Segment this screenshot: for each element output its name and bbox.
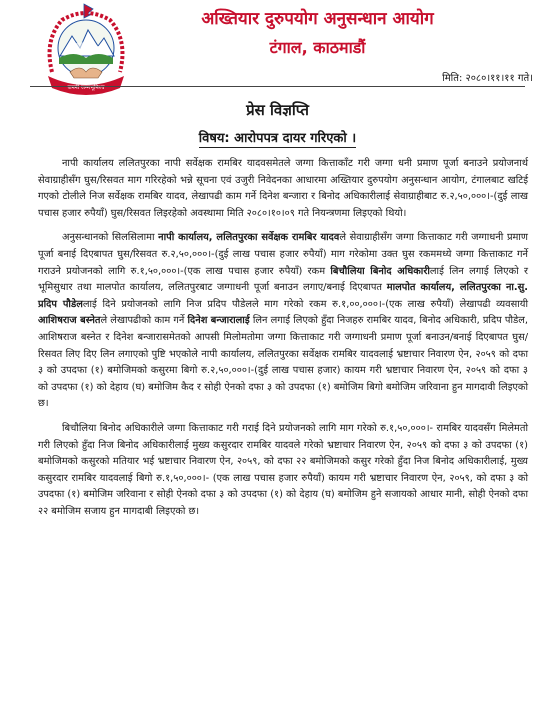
press-release-body [38,156,528,528]
organization-location: टंगाल, काठमाडौं [269,38,366,57]
paragraph-2-bold: बिचौलिया बिनोद अधिकारी [330,265,430,277]
document-date: मिति: २०८०।११।११ गते। [442,73,533,84]
svg-text:जननी जन्मभूमिश्च: जननी जन्मभूमिश्च [67,85,105,91]
document-subject [0,128,555,146]
paragraph-2-text: अनुसन्धानको सिलसिलामा [62,232,159,244]
paragraph-2 [38,230,528,413]
paragraph-2-bold: आशिषराज बस्नेत [38,315,101,327]
header-divider [30,86,525,87]
paragraph-2-bold: मालपोत कार्यालय, ललितपुरका ना.सु. प्रदिप पौडेल [38,282,528,310]
paragraph-2-text: ले सेवाग्राहीसँग जग्गा कित्ताकाट गरी जग्गाधनी प्रमाण पूर्जा बनाई दिएबापत घुस/रिसवत रु.२,५०,०००।-(दुई लाख पचास हजार रुपैयाँ) माग गरेकोमा उक्त घुस रकममध्ये जग्गा कित्ताकाट गर्ने गराउने प्रयोजनको लागि रु.१,५०,०००।-(एक लाख पचास हजार रुपैयाँ) रकम [38,232,528,277]
paragraph-2-text: लिन लगाई लिएको हुँदा निजहरु रामबिर यादव, बिनोद अधिकारी, प्रदिप पौडेल, आशिषराज बस्नेत र दिनेश बन्जारासमेतको आपसी मिलोमतोमा जग्गा कित्ताकाट गरी जग्गाधनी प्रमाण पूर्जा बनाउन/बनाई दिएबापत घुस/रिसवत लिए दिए लिन लगाएको पुष्टि भएकोले नापी कार्यालय, ललितपुरका सर्वेक्षक रामबिर यादवलाई भ्रष्टाचार निवारण ऐन, २०५९ को दफा ३ को उपदफा (१) बमोजिमको कसुरमा बिगो रु.२,५०,०००।-(दुई लाख पचास हजार) कायम गरी भ्रष्टाचार निवारण ऐन, २०५९ को दफा ३ को उपदफा (१) को देहाय (घ) बमोजिम कैद र सोही ऐनको दफा ३ को उपदफा (१) बमोजिम बिगो बमोजिम जरिवाना हुन मागदावी लिइएको छ। [38,315,528,410]
paragraph-2-text: ले लेखापढीको काम गर्ने [100,315,188,327]
paragraph-2-text: लाई दिने प्रयोजनको लागि निज प्रदिप पौडेलले माग गरेको रकम रु.१,००,०००।-(एक लाख रुपैयाँ) लेखापढी व्यवसायी [82,298,528,310]
paragraph-3: बिचौलिया बिनोद अधिकारीले जग्गा कित्ताकाट गरी गराई दिने प्रयोजनको लागि माग गरेको रु.१,५०,०००।- रामबिर यादवसँग मिलेमतो गरी लिएको हुँदा निज बिनोद अधिकारीलाई मुख्य कसुरदार रामबिर यादवले गरेको भ्रष्टाचार निवारण ऐन, २०५९ को दफा ३ को उपदफा (१) बमोजिमको कसुरको मतियार भई भ्रष्टाचार निवारण ऐन, २०५९, को दफा २२ बमोजिमको कसुर गरेको हुँदा निज बिनोद अधिकारीलाई, मुख्य कसुरदार रामबिर यादवलाई बिगो रु.१,५०,०००।- (एक लाख पचास हजार रुपैयाँ) कायम गरी भ्रष्टाचार निवारण ऐन, २०५९, को दफा ३ को उपदफा (१) बमोजिम जरिवाना र सोही ऐनको दफा ३ को उपदफा (१) को देहाय (घ) बमोजिम हुने सजायको आधार मानी, सोही ऐनको दफा २२ बमोजिम सजाय हुन मागदाबी लिइएको छ। [38,422,528,517]
paragraph-2-text: लाई लिन लगाई लिएको र भूमिसुधार तथा मालपोत कार्यालय, ललितपुरबाट जग्गाधनी पूर्जा बनाउन लगाए/बनाई दिएबापत [38,265,528,294]
government-emblem [40,2,132,98]
paragraph-2-bold: दिनेश बन्जारालाई [187,315,250,327]
paragraph-1: नापी कार्यालय ललितपुरका नापी सर्वेक्षक रामबिर यादवसमेतले जग्गा कित्ताकाँट गरी जग्गा धनी प्रमाण पूर्जा बनाउने प्रयोजनार्थ सेवाग्राहीसँग घुस/रिसवत माग गरिरहेको भन्ने सूचना एवं उजुरी निवेदनका आधारमा अख्तियार दुरुपयोग अनुसन्धान आयोग, टंगालबाट खटिई गएको टोलीले निज सर्वेक्षक रामबिर यादव, लेखापढी काम गर्ने दिनेश बन्जारा र बिनोद अधिकारीलाई सेवाग्राहीबाट रु.२,५०,०००।-(दुई लाख पचास हजार रुपैयाँ) घुस/रिसवत लिइरहेको अवस्थामा मिति २०८०।१०।०९ गते नियन्त्रणमा लिइएको थियो। [38,158,529,219]
paragraph-2-bold: नापी कार्यालय, ललितपुरका सर्वेक्षक रामबिर यादव [158,232,340,244]
subject-text: विषय: आरोपपत्र दायर गरिएको । [198,131,357,146]
organization-name: अख्तियार दुरुपयोग अनुसन्धान आयोग [201,9,434,29]
document-title: प्रेस विज्ञप्ति [246,101,309,119]
